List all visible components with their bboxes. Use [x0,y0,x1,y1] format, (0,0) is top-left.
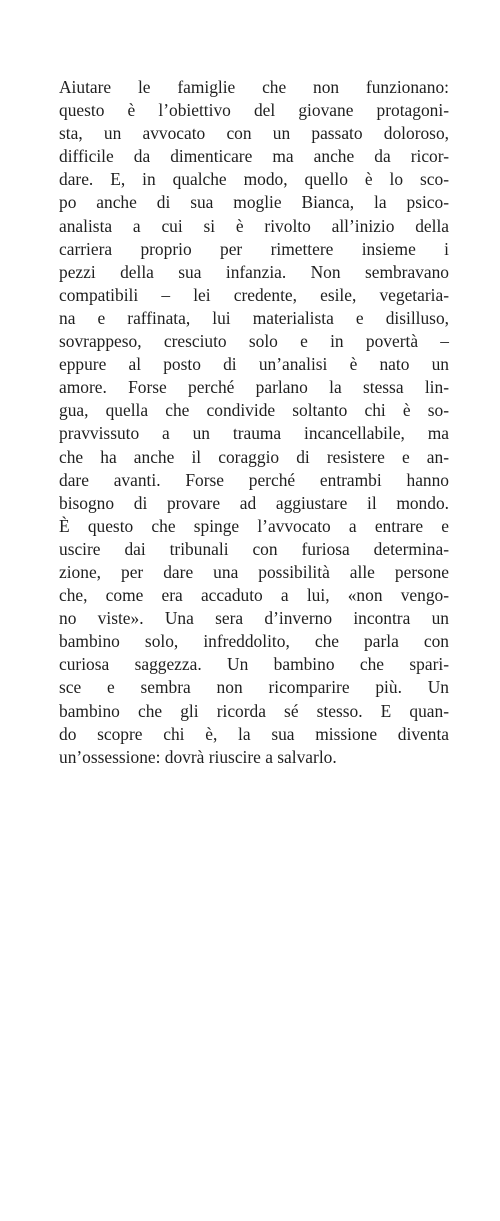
blurb-text [59,76,449,769]
blurb-line: do scopre chi è, la sua missione diventa [59,723,449,744]
blurb-line: Aiutare le famiglie che non funzionano: [59,77,449,97]
blurb-line: curiosa saggezza. Un bambino che spari- [59,654,449,675]
blurb-line: che, come era accaduto a lui, «non vengo- [59,585,449,606]
blurb-line: bambino che gli ricorda sé stesso. E quan- [59,700,449,721]
blurb-line: È questo che spinge l’avvocato a entrare e [59,515,449,536]
blurb-line: sovrappeso, cresciuto solo e in povertà – [59,331,449,352]
blurb-line: uscire dai tribunali con furiosa determina- [59,538,449,559]
blurb-line: pezzi della sua infanzia. Non sembravano [59,261,449,282]
blurb-line: che ha anche il coraggio di resistere e an- [59,446,449,467]
blurb-line: sta, un avvocato con un passato doloroso, [59,123,449,144]
blurb-line: difficile da dimenticare ma anche da ricor- [59,146,449,167]
blurb-line: carriera proprio per rimettere insieme i [59,238,449,259]
blurb-line: questo è l’obiettivo del giovane protagoni- [59,100,449,121]
blurb-line: dare avanti. Forse perché entrambi hanno [59,469,449,490]
blurb-line: gua, quella che condivide soltanto chi è so- [59,400,449,421]
blurb-line: dare. E, in qualche modo, quello è lo sco- [59,169,449,190]
blurb-line: compatibili – lei credente, esile, vegetaria- [59,284,449,305]
blurb-line: un’ossessione: dovrà riuscire a salvarlo. [59,746,337,767]
blurb-line: bambino solo, infreddolito, che parla con [59,631,449,652]
blurb-line: analista a cui si è rivolto all’inizio della [59,215,449,236]
blurb-line: zione, per dare una possibilità alle persone [59,561,449,582]
blurb-line: bisogno di provare ad aggiustare il mondo. [59,492,449,513]
blurb-line: eppure al posto di un’analisi è nato un [59,354,449,375]
blurb-line: na e raffinata, lui materialista e disilluso, [59,307,449,328]
blurb-line: pravvissuto a un trauma incancellabile, ma [59,423,449,444]
blurb-line: sce e sembra non ricomparire più. Un [59,677,449,698]
blurb-line: po anche di sua moglie Bianca, la psico- [59,192,449,213]
blurb-line: amore. Forse perché parlano la stessa lin- [59,377,449,398]
blurb-line: no viste». Una sera d’inverno incontra un [59,608,449,629]
